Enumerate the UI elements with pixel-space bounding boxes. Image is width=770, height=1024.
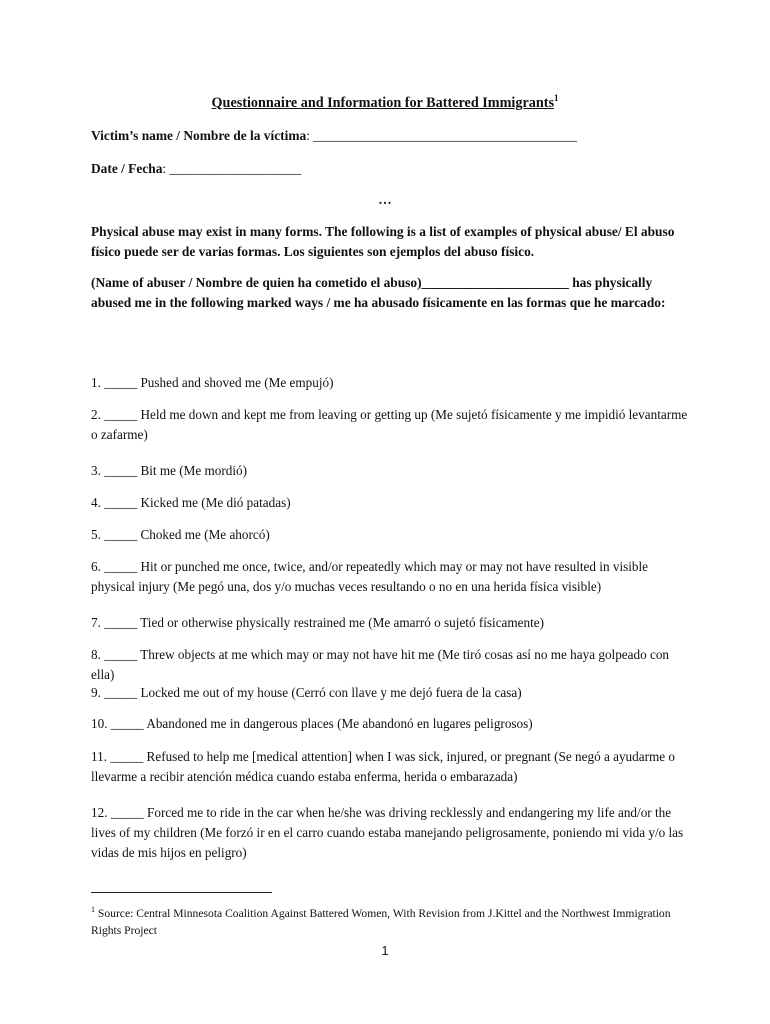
checklist-item-12[interactable]: 12. _____ Forced me to ride in the car when he/she was driving recklessly and endangering my life and/or the lives of my children (Me forzó ir en el carro cuando estaba manejando peligrosamente, poniendo mi vida y/o las vidas de mis hijos en peligro) — [91, 805, 684, 860]
document-title — [0, 93, 770, 112]
footnote — [91, 901, 691, 939]
title-footnote-mark: 1 — [553, 93, 559, 103]
page-number: 1 — [381, 944, 389, 958]
date-line — [91, 160, 301, 178]
checklist-item-3[interactable]: 3. _____ Bit me (Me mordió) — [91, 463, 248, 478]
checklist-item-9[interactable]: 9. _____ Locked me out of my house (Cerró con llave y me dejó fuera de la casa) — [91, 685, 522, 700]
ellipsis: … — [378, 192, 392, 207]
checklist-item-11[interactable]: 11. _____ Refused to help me [medical attention] when I was sick, injured, or pregnant (Se negó a ayudarme o llevarme a recibir atención médica cuando estaba enferma, herida o embarazada) — [91, 749, 675, 784]
checklist-item-8[interactable]: 8. _____ Threw objects at me which may or may not have hit me (Me tiró cosas así no me haya golpeado con ella) — [91, 647, 670, 682]
checklist-item-10[interactable]: 10. _____ Abandoned me in dangerous places (Me abandonó en lugares peligrosos) — [91, 716, 533, 731]
footnote-text: Source: Central Minnesota Coalition Against Battered Women, With Revision from J.Kittel and the Northwest Immigration Rights Project — [91, 907, 671, 937]
checklist-item-6[interactable]: 6. _____ Hit or punched me once, twice, and/or repeatedly which may or may not have resulted in visible physical injury (Me pegó una, dos y/o muchas veces resultando o no en una herida física visible) — [91, 559, 649, 594]
victim-name-label: Victim’s name / Nombre de la víctima — [91, 128, 307, 143]
victim-name-blank[interactable]: : ________________________________________ — [306, 128, 577, 143]
footnote-separator — [91, 892, 272, 893]
checklist-item-7[interactable]: 7. _____ Tied or otherwise physically restrained me (Me amarró o sujetó físicamente) — [91, 615, 545, 630]
intro-paragraph: Physical abuse may exist in many forms. The following is a list of examples of physical abuse/ El abuso físico puede ser de varias formas. Los siguientes son ejemplos del abuso físico. — [91, 224, 675, 259]
title-text: Questionnaire and Information for Battered Immigrants — [211, 95, 554, 111]
checklist-item-2[interactable]: 2. _____ Held me down and kept me from leaving or getting up (Me sujetó físicamente y me impidió levantarme o zafarme) — [91, 407, 688, 442]
footnote-mark: 1 — [91, 905, 95, 914]
checklist-item-1[interactable]: 1. _____ Pushed and shoved me (Me empujó) — [91, 375, 334, 390]
date-label: Date / Fecha — [91, 161, 163, 176]
victim-name-line — [91, 127, 577, 145]
checklist-item-4[interactable]: 4. _____ Kicked me (Me dió patadas) — [91, 495, 291, 510]
abuser-statement: (Name of abuser / Nombre de quien ha cometido el abuso)______________________ has physically abused me in the following marked ways / me ha abusado físicamente en las formas que he marcado: — [91, 275, 666, 310]
checklist-item-5[interactable]: 5. _____ Choked me (Me ahorcó) — [91, 527, 270, 542]
date-blank[interactable]: : ____________________ — [162, 161, 302, 176]
